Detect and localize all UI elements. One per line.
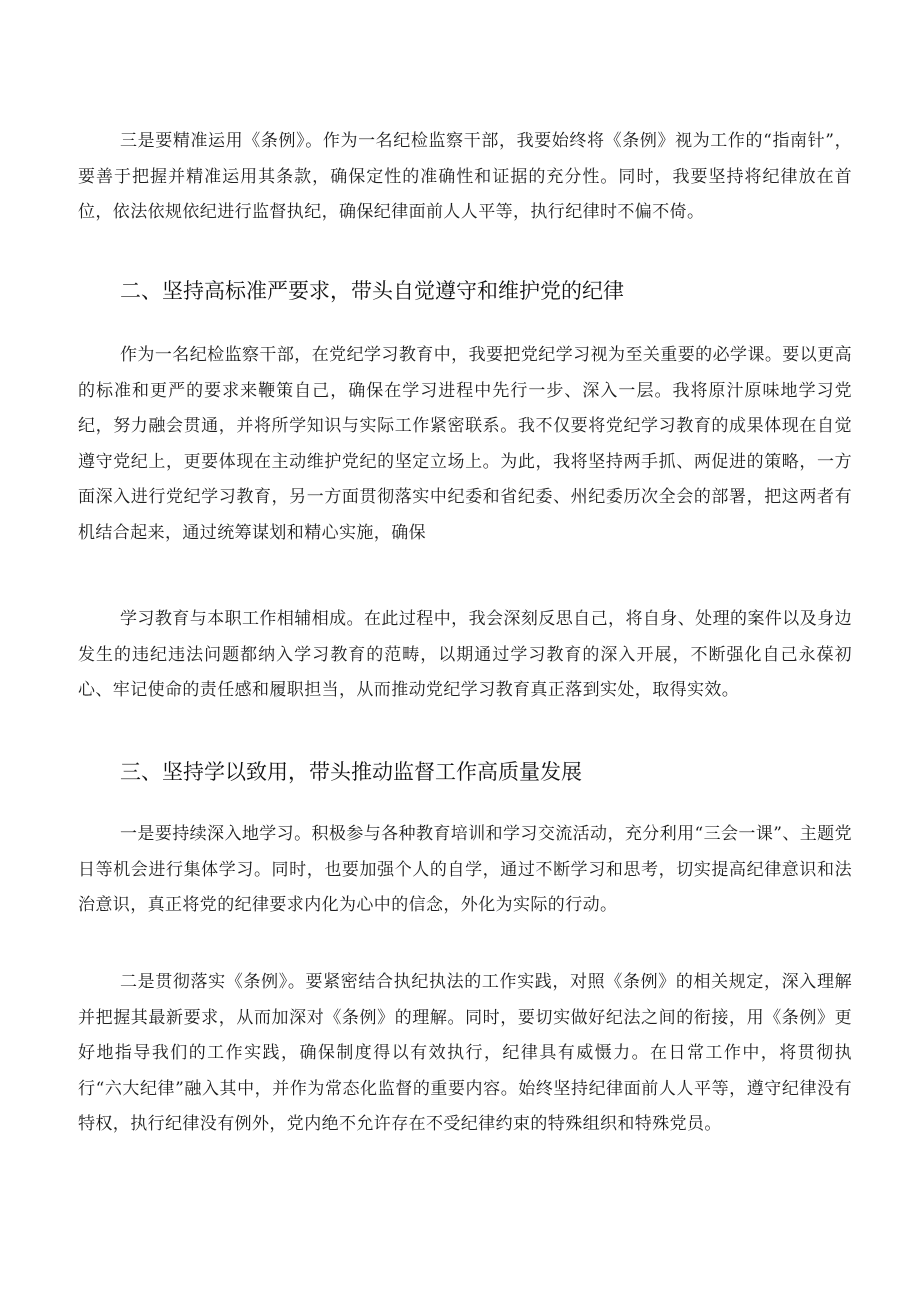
paragraph-continuous-learning: 一是要持续深入地学习。积极参与各种教育培训和学习交流活动，充分利用“三会一课”、主题党日等机会进行集体学习。同时，也要加强个人的自学，通过不断学习和思考，切实提高纪律意识和法治意识，真正将党的纪律要求内化为心中的信念，外化为实际的行动。 bbox=[78, 824, 852, 915]
paragraph-implement-regulations: 二是贯彻落实《条例》。要紧密结合执纪执法的工作实践，对照《条例》的相关规定，深入理解并把握其最新要求，从而加深对《条例》的理解。同时，要切实做好纪法之间的衔接，用《条例》更好地指导我们的工作实践，确保制度得以有效执行，纪律具有威慑力。在日常工作中，将贯彻执行“六大纪律”融入其中，并作为常态化监督的重要内容。始终坚持纪律面前人人平等，遵守纪律没有特权，执行纪律没有例外，党内绝不允许存在不受纪律约束的特殊组织和特殊党员。 bbox=[78, 972, 852, 1134]
section-heading-2: 二、坚持高标准严要求，带头自觉遵守和维护党的纪律 bbox=[120, 279, 624, 303]
paragraph-study-and-work: 学习教育与本职工作相辅相成。在此过程中，我会深刻反思自己，将自身、处理的案件以及身边发生的违纪违法问题都纳入学习教育的范畴，以期通过学习教育的深入开展，不断强化自己永葆初心、牢记使命的责任感和履职担当，从而推动党纪学习教育真正落到实处，取得实效。 bbox=[78, 609, 852, 700]
paragraph-apply-regulations: 三是要精准运用《条例》。作为一名纪检监察干部，我要始终将《条例》视为工作的“指南针”，要善于把握并精准运用其条款，确保定性的准确性和证据的充分性。同时，我要坚持将纪律放在首位，依法依规依纪进行监督执纪，确保纪律面前人人平等，执行纪律时不偏不倚。 bbox=[78, 131, 852, 222]
paragraph-party-discipline-study: 作为一名纪检监察干部，在党纪学习教育中，我要把党纪学习视为至关重要的必学课。要以更高的标准和更严的要求来鞭策自己，确保在学习进程中先行一步、深入一层。我将原汁原味地学习党纪，努力融会贯通，并将所学知识与实际工作紧密联系。我不仅要将党纪学习教育的成果体现在自觉遵守党纪上，更要体现在主动维护党纪的坚定立场上。为此，我将坚持两手抓、两促进的策略，一方面深入进行党纪学习教育，另一方面贯彻落实中纪委和省纪委、州纪委历次全会的部署，把这两者有机结合起来，通过统筹谋划和精心实施，确保 bbox=[78, 345, 852, 543]
section-heading-3: 三、坚持学以致用，带头推动监督工作高质量发展 bbox=[120, 760, 582, 784]
